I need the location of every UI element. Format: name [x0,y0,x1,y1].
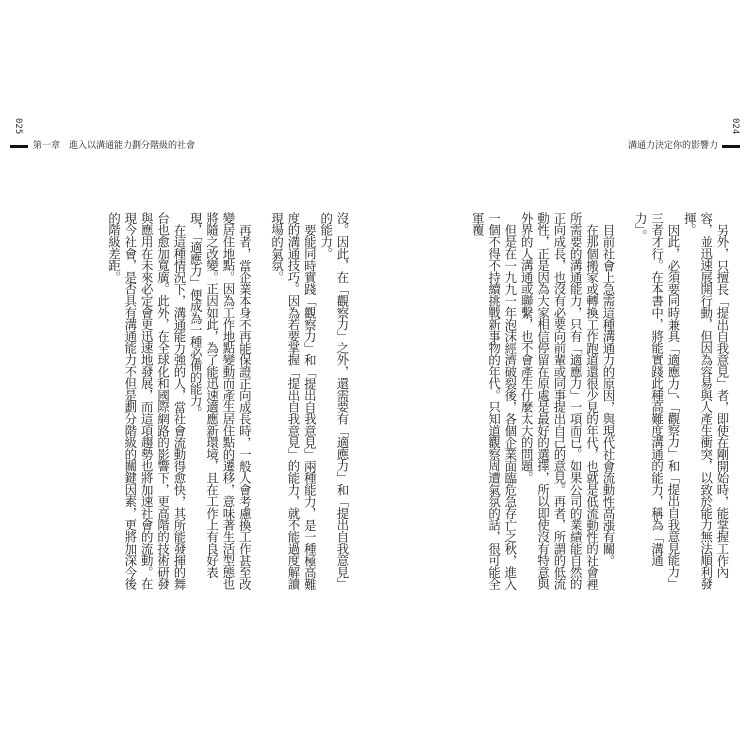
paragraph-gap [616,212,632,592]
paragraph: 但是在一九九一年泡沫經濟破裂後，各個企業面臨危急存亡之秋，進入一個不得不持續挑戰新事物的年代。只知道觀察周遭氣氛的話，很可能全軍覆 [470,212,518,591]
paragraph: 在那個搬家或轉換工作跑道還很少見的年代，也就是低流動性的社會裡所需要的溝通能力，只有「適應力」一項而已。如果公司的業績能自然的正向成長，也沒有必要向前輩或同事提出自己的意見。再者，所謂的低流動性，正是因為大家相信停留在原處是最好的選擇，所以即使沒有特意與外界的人溝通或聯繫，也不會產生什麼太大的問題。 [519,212,600,591]
left-page-text [105,212,350,592]
paragraph: 再者，當企業本身不再能保證正向成長時，一般人會考慮換工作甚至改變居住地點。因為工作地點變動而產生居住點的遷移，意味著生活型態也將隨之改變。正因如此，為了能迅速適應新環境，且在工作上有良好表現，「適應力」便成為一種必備的能力。 [188,212,253,591]
paragraph: 沒。因此，在「觀察力」之外，還需要有「適應力」和「提出自我意見」的能力。 [318,212,350,590]
header-rule-right [722,145,740,148]
paragraph-gap [252,212,268,592]
left-page-body [28,212,350,592]
page-number-left: 025 [13,118,23,135]
right-page-body [408,212,730,592]
paragraph: 目前社會上急需這種溝通力的原因，與現代社會流動性高漲有關。 [600,224,616,567]
page-number-right: 024 [730,118,740,135]
paragraph: 另外，只擅長「提出自我意見」者，即使在剛開始時，能掌握工作內容，並迅速展開行動，但因為容易與人產生衝突，以致於能力無法順利發揮。 [682,212,730,590]
paragraph: 要能同時實踐「觀察力」和「提出自我意見」兩種能力，是一種極高難度的溝通技巧。因為若要掌握「提出自我意見」的能力，就不能過度解讀現場的氣氛。 [269,212,318,591]
running-head-left: 第一章 進入以溝通能力劃分階級的社會 [33,141,196,151]
header-rule-left [10,145,28,148]
running-head-right: 溝通力決定你的影響力 [627,141,718,151]
right-page-text [469,212,730,592]
paragraph: 在這種情況下，溝通能力強的人，當社會流動得愈快，其所能發揮的舞台也愈加寬廣。此外，在全球化和國際網路的影響下，更高階的技術研發與應用在未來必定會更迅速地發展，而這項趨勢也將加速社會的流動。在現今社會，是否具有溝通能力不但是劃分階級的關鍵因素，更將加深今後的階級差距。 [106,212,187,591]
paragraph: 因此，必須要同時兼具「適應力」、「觀察力」和「提出自我意見能力」三者才行。在本書中，將能實踐此種高難度溝通的能力，稱為「溝通力」。 [633,212,681,590]
